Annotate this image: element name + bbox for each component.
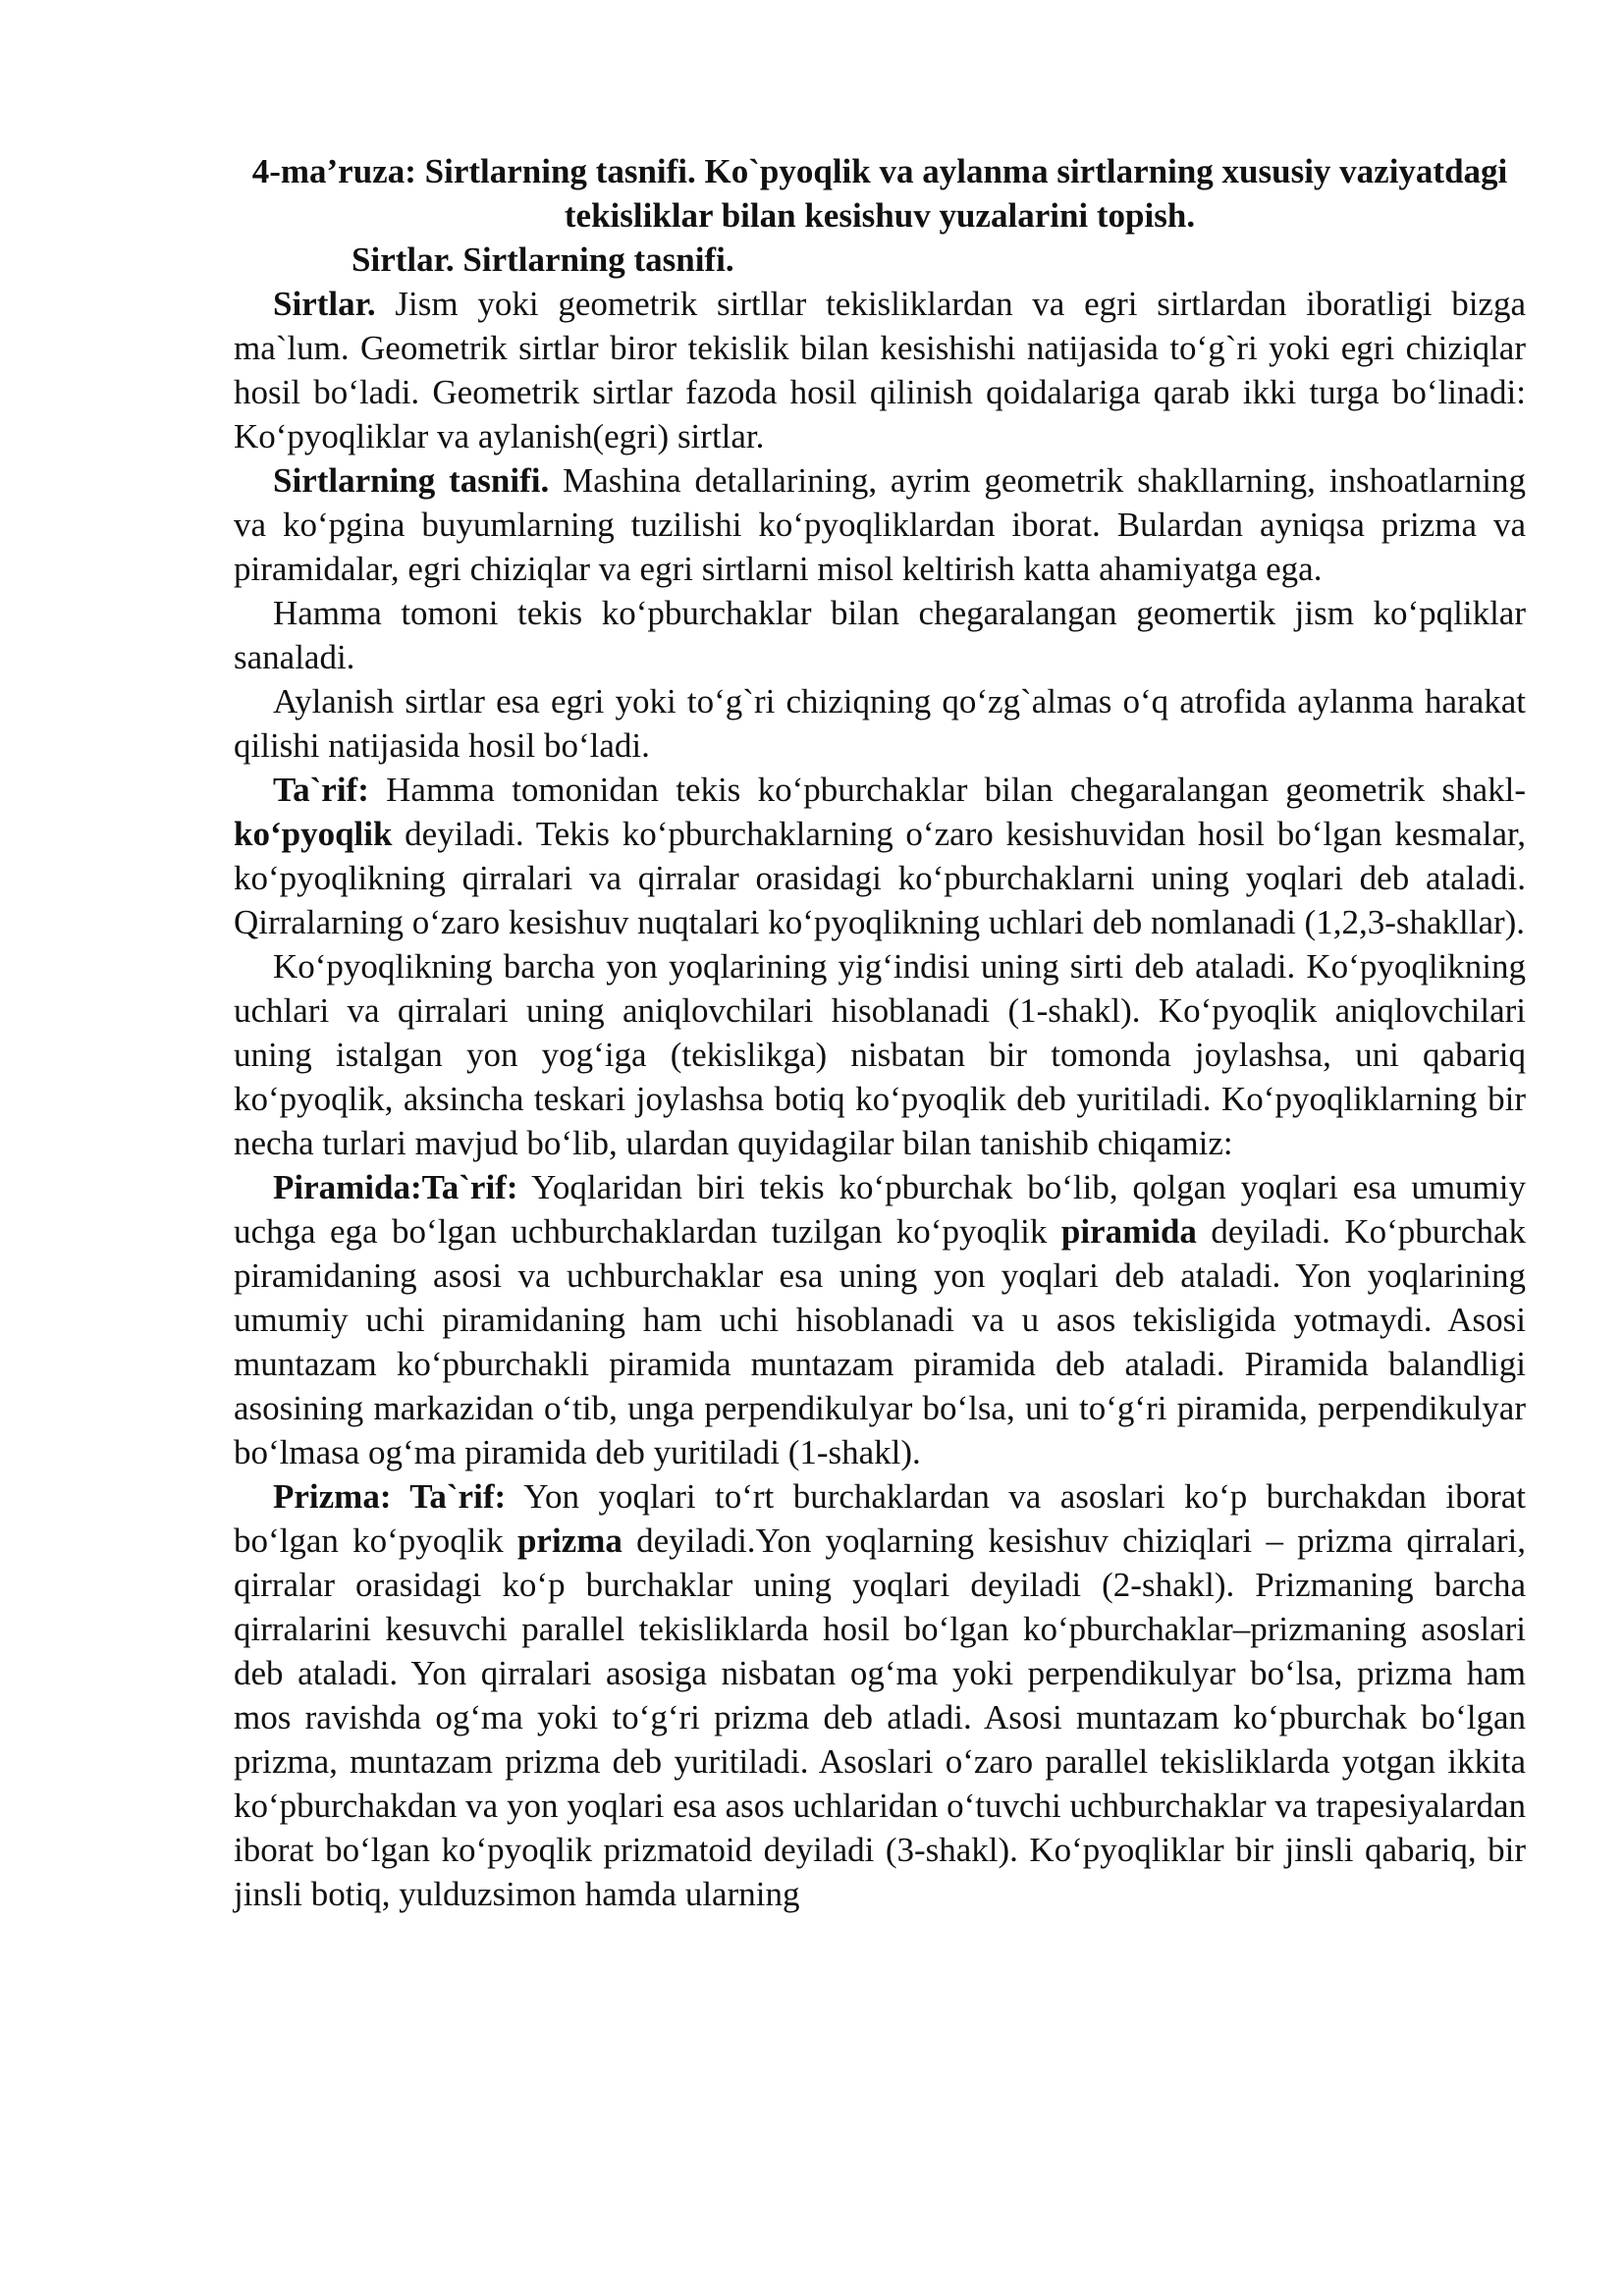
paragraph-aylanish: Aylanish sirtlar esa egri yoki to‘g`ri chiziqning qo‘zg`almas o‘q atrofida aylanma harakat qilishi natijasida hosil bo‘ladi. — [234, 682, 1526, 765]
paragraph-piramida — [234, 1165, 1526, 1474]
section-subtitle: Sirtlar. Sirtlarning tasnifi. — [352, 240, 734, 279]
paragraph-text: Mashina detallarining, ayrim geometrik shakllarning, inshoatlarning va ko‘pgina buyumlarning tuzilishi ko‘pyoqliklardan iborat. Bulardan ayniqsa prizma va piramidalar, egri chiziqlar va egri sirtlarni misol keltirish katta ahamiyatga ega. — [234, 461, 1526, 588]
term-kopyoqlik: ko‘pyoqlik — [234, 815, 393, 853]
paragraph-text: deyiladi. Tekis ko‘pburchaklarning o‘zaro kesishuvidan hosil bo‘lgan kesmalar, ko‘pyoqlikning qirralari va qirralar orasidagi ko‘pburchaklarni uning yoqlari deb ataladi. Qirralarning o‘zaro kesishuv nuqtalari ko‘pyoqlikning uchlari deb nomlanadi (1,2,3-shakllar). — [234, 815, 1526, 941]
term-sirtlarning-tasnifi: Sirtlarning tasnifi. — [273, 461, 550, 500]
term-piramida-tarif: Piramida:Ta`rif: — [273, 1168, 518, 1206]
lecture-title: 4-ma’ruza: Sirtlarning tasnifi. Ko`pyoqlik va aylanma sirtlarning xususiy vaziyatdagi tekisliklar bilan kesishuv yuzalarini topish. — [251, 152, 1508, 235]
term-piramida: piramida — [1060, 1212, 1197, 1251]
term-prizma-tarif: Prizma: Ta`rif: — [273, 1477, 507, 1516]
term-prizma: prizma — [516, 1522, 623, 1560]
paragraph-text: Yon yoqlari to‘rt burchaklardan va asoslari ko‘p burchakdan iborat bo‘lgan ko‘pyoqlik — [234, 1477, 1526, 1560]
paragraph-text: deyiladi.Yon yoqlarning kesishuv chiziqlari – prizma qirralari, qirralar orasidagi ko‘p burchaklar uning yoqlari deyiladi (2-shakl). Prizmaning barcha qirralarini kesuvchi parallel tekisliklarda hosil bo‘lgan ko‘pburchaklar–prizmaning asoslari deb ataladi. Yon qirralari asosiga nisbatan og‘ma yoki perpendikulyar bo‘lsa, prizma ham mos ravishda og‘ma yoki to‘g‘ri prizma deb atladi. Asosi muntazam ko‘pburchak bo‘lgan prizma, muntazam prizma deb yuritiladi. Asoslari o‘zaro parallel tekisliklarda yotgan ikkita ko‘pburchakdan va yon yoqlari esa asos uchlaridan o‘tuvchi uchburchaklar va trapesiyalardan iborat bo‘lgan ko‘pyoqlik prizmatoid deyiladi (3-shakl). Ko‘pyoqliklar bir jinsli qabariq, bir jinsli botiq, yulduzsimon hamda ularning — [234, 1522, 1526, 1913]
paragraph-text: deyiladi. Ko‘pburchak piramidaning asosi va uchburchaklar esa uning yon yoqlari deb ataladi. Yon yoqlarining umumiy uchi piramidaning ham uchi hisoblanadi va u asos tekisligida yotmaydi. Asosi muntazam ko‘pburchakli piramida muntazam piramida deb ataladi. Piramida balandligi asosining markazidan o‘tib, unga perpendikulyar bo‘lsa, uni to‘g‘ri piramida, perpendikulyar bo‘lmasa og‘ma piramida deb yuritiladi (1-shakl). — [234, 1212, 1526, 1471]
term-sirtlar: Sirtlar. — [273, 285, 376, 323]
paragraph-text: Jism yoki geometrik sirtllar tekisliklardan va egri sirtlardan iboratligi bizga ma`lum. Geometrik sirtlar biror tekislik bilan kesishishi natijasida to‘g`ri yoki egri chiziqlar hosil bo‘ladi. Geometrik sirtlar fazoda hosil qilinish qoidalariga qarab ikki turga bo‘linadi: Ko‘pyoqliklar va aylanish(egri) sirtlar. — [234, 285, 1526, 455]
paragraph-text: Yoqlaridan biri tekis ko‘pburchak bo‘lib, qolgan yoqlari esa umumiy uchga ega bo‘lgan uchburchaklardan tuzilgan ko‘pyoqlik — [234, 1168, 1526, 1251]
paragraph-kopyoqlik-sirti: Ko‘pyoqlikning barcha yon yoqlarining yig‘indisi uning sirti deb ataladi. Ko‘pyoqlikning uchlari va qirralari uning aniqlovchilari hisoblanadi (1-shakl). Ko‘pyoqlik aniqlovchilari uning istalgan yon yog‘iga (tekislikga) nisbatan bir tomonda joylashsa, uni qabariq ko‘pyoqlik, aksincha teskari joylashsa botiq ko‘pyoqlik deb yuritiladi. Ko‘pyoqliklarning bir necha turlari mavjud bo‘lib, ulardan quyidagilar bilan tanishib chiqamiz: — [234, 947, 1526, 1162]
paragraph-hamma-tomoni: Hamma tomoni tekis ko‘pburchaklar bilan chegaralangan geomertik jism ko‘pqliklar sanaladi. — [234, 594, 1526, 676]
term-tarif: Ta`rif: — [273, 771, 369, 809]
paragraph-tarif-kopyoqlik — [234, 768, 1526, 944]
paragraph-sirtlar — [234, 282, 1526, 458]
paragraph-text: Hamma tomonidan tekis ko‘pburchaklar bilan chegaralangan geometrik shakl- — [368, 771, 1526, 809]
paragraph-tasnifi — [234, 458, 1526, 591]
paragraph-prizma — [234, 1474, 1526, 1916]
document-page — [234, 149, 1526, 1916]
